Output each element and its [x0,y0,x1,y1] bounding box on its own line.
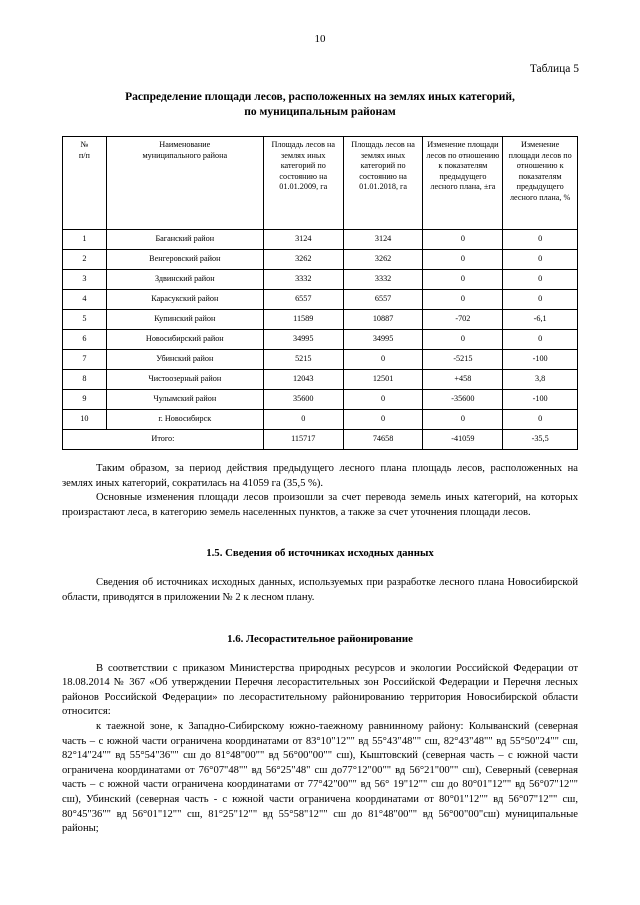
cell-number: 10 [63,410,107,430]
cell-change-pct: 0 [503,270,578,290]
table-row [63,290,578,310]
cell-area-2009: 5215 [263,350,343,370]
cell-area-2009: 3262 [263,250,343,270]
paragraph-data-sources: Сведения об источниках исходных данных, используемых при разработке лесного плана Новосибирской области, приводятся в приложении № 2 к лесном плану. [62,577,578,603]
cell-area-2018: 3124 [343,230,423,250]
paragraph-order-reference: В соответствии с приказом Министерства природных ресурсов и экологии Российской Федерации от 18.08.2014 № 367 «Об утверждении Перечня лесорастительных зон Российской Федерации и Перечня лесных районов Российской Федерации» по лесорастительному районированию территория Новосибирской области относится: [62,662,578,718]
cell-change-ga: -702 [423,310,503,330]
cell-district-name: Убинский район [106,350,263,370]
cell-change-ga: 0 [423,410,503,430]
table-row [63,330,578,350]
cell-change-pct: 0 [503,250,578,270]
paragraph-main-changes: Основные изменения площади лесов произошли за счет перевода земель иных категорий, на которых произрастают леса, в категорию земель населенных пунктов, а также за счет уточнения площади лесов. [62,492,578,518]
cell-area-2018: 34995 [343,330,423,350]
cell-area-2009: 0 [263,410,343,430]
cell-number: 8 [63,370,107,390]
cell-change-ga: 0 [423,270,503,290]
cell-change-ga: 0 [423,330,503,350]
cell-number: 1 [63,230,107,250]
cell-area-2018: 6557 [343,290,423,310]
cell-district-name: Карасукский район [106,290,263,310]
table-title-line-2: по муниципальным районам [244,106,396,118]
table-row [63,390,578,410]
paragraph-taiga-zone-districts: к таежной зоне, к Западно-Сибирскому южно-таежному равнинному району: Колыванский (северная часть – с южной части ограничена координатами от 83°10"12"" вд 55°43"48"" сш, 82°43"48"" вд 55°50"24"" сш, 82°14"24"" вд 55°54"36"" сш до 81°48"00"" вд 56°00"00"" сш), Кыштовский (северная часть – с южной части ограничена координатами от 76°07"48"" вд 56°25"48" сш до77°12"00"" вд 56°21"00"" сш), Северный (северная часть – с южной части ограничена координатами от 77°42"00"" вд 56° 19"12"" сш до 80°01"12"" вд 56°07"12"" сш), Убинский (северная часть - с южной части ограничена координатами от 80°01"12"" вд 56°07"12"" сш, 80°45"36"" вд 56°01"12"" сш, 81°25"12"" вд 55°58"12"" сш до 81°48"00"" вд 56°00"00"сш) муниципальные районы; [62,720,578,835]
cell-change-pct: 0 [503,290,578,310]
cell-number: 6 [63,330,107,350]
cell-district-name: г. Новосибирск [106,410,263,430]
table-total-row [63,430,578,450]
cell-district-name: Венгеровский район [106,250,263,270]
cell-number: 3 [63,270,107,290]
table-row [63,350,578,370]
section-heading-1-5: 1.5. Сведения об источниках исходных данных [206,547,434,560]
cell-total-area-2018: 74658 [343,430,423,450]
cell-area-2009: 11589 [263,310,343,330]
cell-change-ga: 0 [423,230,503,250]
cell-change-ga: 0 [423,290,503,310]
cell-area-2018: 0 [343,410,423,430]
cell-change-pct: 0 [503,410,578,430]
page-number: 10 [314,33,326,45]
table-header-row [63,137,578,230]
cell-area-2018: 3332 [343,270,423,290]
cell-area-2018: 3262 [343,250,423,270]
cell-area-2018: 0 [343,390,423,410]
table-row [63,310,578,330]
cell-district-name: Купинский район [106,310,263,330]
header-district-name: Наименование муниципального района [106,137,263,230]
spacer [62,560,578,576]
spacer [62,646,578,662]
table-label: Таблица 5 [529,63,579,75]
cell-total-area-2009: 115717 [263,430,343,450]
cell-change-ga: -5215 [423,350,503,370]
cell-district-name: Новосибирский район [106,330,263,350]
cell-area-2018: 10887 [343,310,423,330]
cell-change-pct: 0 [503,230,578,250]
cell-change-pct: 3,8 [503,370,578,390]
cell-area-2009: 3332 [263,270,343,290]
cell-change-pct: 0 [503,330,578,350]
cell-district-name: Здвинский район [106,270,263,290]
header-change-ga: Изменение площади лесов по отношению к показателям предыдущего лесного плана, ±га [423,137,503,230]
header-area-2018: Площадь лесов на землях иных категорий по состоянию на 01.01.2018, га [343,137,423,230]
cell-change-pct: -6,1 [503,310,578,330]
cell-total-change-pct: -35,5 [503,430,578,450]
cell-district-name: Баганский район [106,230,263,250]
cell-change-pct: -100 [503,350,578,370]
header-area-2009: Площадь лесов на землях иных категорий по состоянию на 01.01.2009, га [263,137,343,230]
table-row [63,370,578,390]
cell-number: 4 [63,290,107,310]
table-row [63,250,578,270]
cell-total-change-ga: -41059 [423,430,503,450]
cell-total-label: Итого: [63,430,264,450]
table-row [63,270,578,290]
forest-area-table [62,136,578,450]
table-body [63,230,578,450]
cell-change-ga: -35600 [423,390,503,410]
cell-change-ga: 0 [423,250,503,270]
cell-area-2018: 0 [343,350,423,370]
cell-area-2009: 3124 [263,230,343,250]
cell-district-name: Чулымский район [106,390,263,410]
header-number: № п/п [63,137,107,230]
cell-number: 9 [63,390,107,410]
cell-number: 5 [63,310,107,330]
section-heading-1-6: 1.6. Лесорастительное районирование [227,632,413,645]
cell-area-2009: 35600 [263,390,343,410]
cell-area-2009: 34995 [263,330,343,350]
table-row [63,230,578,250]
table-title-line-1: Распределение площади лесов, расположенных на землях иных категорий, [125,91,515,103]
table-row [63,410,578,430]
header-change-pct: Изменение площади лесов по отношению к показателям предыдущего лесного плана, % [503,137,578,230]
cell-number: 2 [63,250,107,270]
table-header [63,137,578,230]
cell-number: 7 [63,350,107,370]
cell-area-2018: 12501 [343,370,423,390]
cell-area-2009: 6557 [263,290,343,310]
cell-change-pct: -100 [503,390,578,410]
table-title [62,90,578,120]
cell-area-2009: 12043 [263,370,343,390]
cell-district-name: Чистоозерный район [106,370,263,390]
paragraph-summary-reduction: Таким образом, за период действия предыдущего лесного плана площадь лесов, расположенных на землях иных категорий, сократилась на 41059 га (35,5 %). [62,463,578,489]
cell-change-ga: +458 [423,370,503,390]
